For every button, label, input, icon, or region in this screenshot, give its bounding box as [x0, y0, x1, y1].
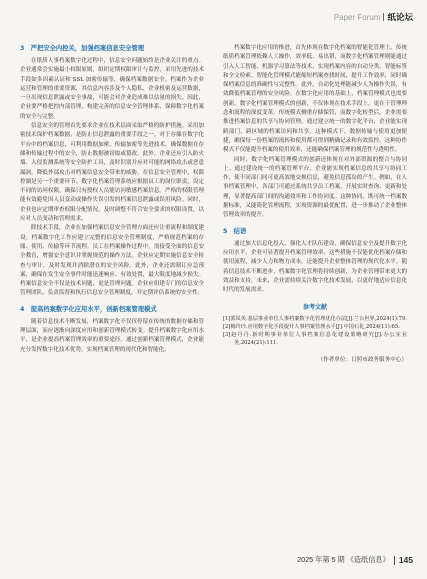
section-4-paragraph-1: 随着信息技术不断发展，档案数字化不仅仅停留在传统的数据存储和管理层面，而应逐渐向深度应用和创新管理模式转变。提升档案数字化应用水平，是企业提高档案管理效率的重要途径。通过创新档案管理模式，企业能充分发挥数字化技术优势，实现档案管理的现代化和智能化。: [20, 318, 204, 353]
reference-item: [2]梅玲玲.应用数字化手段提升人事档案管理水平[J].中国石化,2024(11):65.: [223, 323, 400, 330]
right-column: [223, 44, 407, 365]
section-3-heading: 3 严把安全内控关，加强档案信息安全管理: [20, 45, 145, 52]
section-3-paragraph-1: 在纸质人事档案数字化过程中，信息安全问题始终是企业关注的重点。企业通常会实施最小权限原则，组织定期权限审计与监控，采用先进的技术手段如多因素认证和 SSL 加密传输等，确保档案数据安全。档案作为企业运营和管理的重要资源，其信息内容涉及个人隐私、企业机密及运营数据，一旦出现信息泄露或安全事故，可能会对企业造成难以估量的损失。因此，企业要严格把控内部管理，构建完善的信息安全管理体系，保障数字化档案的安全与完整。: [20, 58, 204, 120]
article-body: [20, 44, 410, 544]
footer-divider: [394, 556, 395, 565]
section-4-heading: 4 提高档案数字化应用水平，创新档案管理模式: [20, 305, 157, 313]
section-5-heading: 5 结语: [223, 227, 247, 235]
section-3-paragraph-3: 除技术手段，企业在加强档案信息安全管理方面还应注重流程和制度建设。档案数字化工作应建立完整的信息安全管理制度，严格规范档案的存储、使用、传输等环节流程。员工在档案操作过程中，需接受全面的信息安全教育，增强安全意识并掌握规范的操作方法。企业应定期实施信息安全检查与审计，及时发现并消除潜在的安全风险。此外，企业还需制订应急预案，确保在发生安全事件时能迅速响应、有效处置，最大限度地减少损失。档案信息安全不仅是技术问题，更是管理问题。企业应组建专门的信息安全管理团队，负责监督和执行信息安全管理制度，并定期评估系统的安全性。: [20, 225, 204, 297]
page-footer: [297, 555, 413, 565]
references-heading: 参考文献: [302, 304, 327, 312]
reference-item: [1]郭凤英.基层事业单位人事档案数字化管理优化办法[J].兰台世界,2024(1):79.: [223, 315, 407, 322]
author-affiliation: （作者单位：日照市政务服务中心）: [317, 356, 407, 363]
section-4-paragraph-3: 同时，数字化档案管理模式的创新还体现在对外部资源的整合与协同上。通过建设统一的档案管理平台，企业能实现档案信息的共享与协同工作，使不同部门间可更高效地交换信息，避免信息孤岛的产生。例如，在人事档案管理中，各部门可通过系统共享员工档案，开展实时查询、更新和处理，显著提高部门间的沟通效率和工作协同度。这种协同，既可统一档案数据标准，又能简化管理流程，实现资源的最优配置，进一步推动了企业整体管理效率的提升。: [223, 156, 407, 219]
header-divider: [383, 13, 384, 21]
section-3-paragraph-2: 信息安全的管理首先要求企业在技术层面采取严格的防护措施。采用加密技术保护档案数据，是防止信息泄露的重要手段之一。对于存储在数字化平台中的档案信息，可利用数据加密、传输加密等先进技术，确保数据在存储和传输过程中的安全，防止数据被窃取或篡改。此外，企业还应引入防火墙、入侵监测系统等安全防护工具，及时识别并应对可能的网络攻击或恶意漏洞，降低外部攻击对档案信息安全带来的威胁。在信息安全管理中，权限控制是另一个重要环节。数字化档案管理系统应根据员工的岗位职责，设定不同的访问权限，确保只有授权人员能访问敏感档案信息。严格的权限管理能有效避免因人员变动或操作失误引发的档案信息泄露或误用风险。同时，企业也应定期审查权限分配情况，及时调整不符合安全要求的权限设置，以应对人员变动和管理需求。: [20, 123, 204, 223]
header-journal-column-en: Paper Forum: [333, 12, 381, 22]
section-4-paragraph-2: 档案数字化应用的推进，首先体现在数字化档案的智能化管理上。传统纸质档案管理依赖人工操作，效率低、易出错，而数字化档案管理则能通过引入人工智能、机器学习算法等技术，实现档案内容的自动分类、智能标签和全文检索。智能化管理模式能缩短档案查找时间，提升工作效率，同时确保档案信息的准确性与完整性。此外，自动化处理能减少人为操作失误，有效降低档案管理的安全风险。在数字化应用的基础上，档案管理模式也需要创新。数字化档案管理模式的创新，不仅体现在技术手段上，更在于管理理念和流程的深度变革。传统模式侧重存储保管，而数字化转型后，企业需要推进档案信息的共享与协同管理。通过建立统一的数字化平台，企业能实现跨部门、跨区域的档案访问和共享。这种模式下，数据传输与使用更加便捷，确保每一份档案的流转和使用都可得到精确记录和有效监控。这种协作模式不仅能提升档案的使用效率，还能确保档案管理的规范性与透明性。: [223, 45, 407, 154]
page-number: 145: [398, 555, 413, 565]
left-column: [20, 44, 204, 355]
reference-list: [223, 315, 407, 348]
running-header: [334, 11, 413, 23]
reference-item: [3]赵丹丹.新时期事业单位人事档案信息化建设策略研究[J].办公室业务,2024(21):111.: [223, 332, 407, 347]
section-5-paragraph-1: 通过加大信息化投入、强化人才队伍建设、确保信息安全及提升数字化应用水平，企业可显著提升档案管理效率。这些措施不仅能优化档案存储和使用流程，减少人力和物力成本，还能提升企业整体管理的现代化水平。随着信息技术不断进步，档案数字化管理将持续创新，为企业管理带来更大的效益和支持。未来，企业需持续关注数字化技术发展，以更好地适应信息化时代的发展需求。: [223, 240, 407, 294]
footer-issue: 2025 年第 5 期 《造纸信息》: [297, 555, 390, 564]
header-journal-column-cn: 纸论坛: [387, 12, 413, 22]
